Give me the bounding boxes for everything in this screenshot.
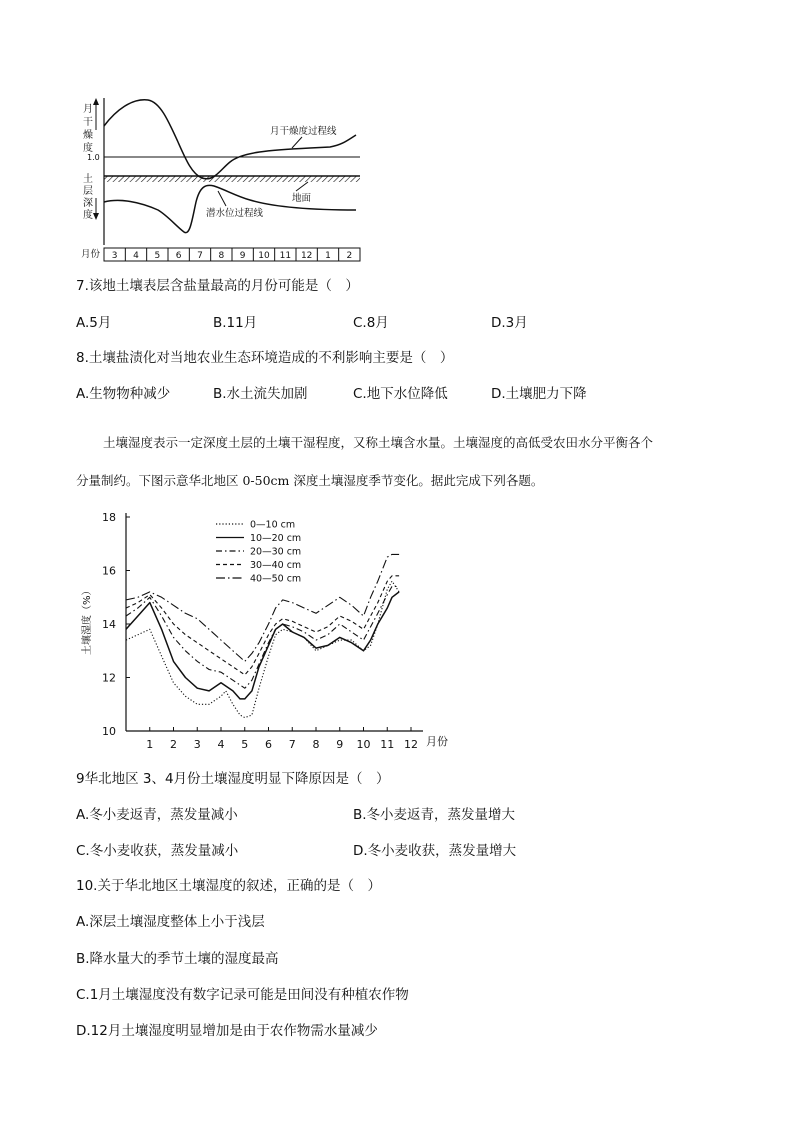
dryness-label-pointer <box>292 137 302 148</box>
month-cell-label: 8 <box>218 251 225 261</box>
q10-stem: 10.关于华北地区土壤湿度的叙述，正确的是（ ） <box>76 878 381 894</box>
y-tick-label: 18 <box>102 511 116 524</box>
x-tick-label: 4 <box>217 738 225 751</box>
depth-axis-label-2: 层 <box>83 186 93 197</box>
dryness-axis-label-3: 燥 <box>83 130 93 141</box>
dryness-curve <box>104 100 356 179</box>
month-cell-label: 6 <box>175 251 182 261</box>
ground-label-pointer <box>296 182 308 191</box>
passage-line-1: 土壤湿度表示一定深度土层的土壤干湿程度，又称土壤含水量。土壤湿度的高低受农田水分平衡各个 <box>103 435 654 450</box>
legend-label: 0—10 cm <box>250 519 296 531</box>
x-tick-label: 5 <box>241 738 249 751</box>
x-tick-label: 7 <box>288 738 296 751</box>
legend-label: 20—30 cm <box>250 546 302 558</box>
month-cell-label: 11 <box>279 251 292 261</box>
y-tick-label: 10 <box>102 725 116 738</box>
dryness-curve-label: 月干燥度过程线 <box>270 126 337 137</box>
soil-moisture-chart <box>76 505 466 755</box>
water-table-label: 潜水位过程线 <box>206 208 264 219</box>
series-line-1 <box>126 581 399 717</box>
q10-option-c[interactable]: C.1月土壤湿度没有数字记录可能是田间没有种植农作物 <box>76 987 409 1003</box>
y-tick-label: 14 <box>102 618 116 631</box>
dryness-axis-label-1: 月 <box>83 104 93 115</box>
legend-label: 30—40 cm <box>250 560 302 571</box>
depth-arrowhead <box>93 213 99 220</box>
q7-option-c[interactable]: C.8月 <box>353 315 389 331</box>
q8-option-a[interactable]: A.生物物种减少 <box>76 386 171 402</box>
month-cell-label: 1 <box>325 251 331 261</box>
series-line-3 <box>126 587 399 689</box>
ground-label: 地面 <box>292 193 312 204</box>
q8-stem: 8.土壤盐渍化对当地农业生态环境造成的不利影响主要是（ ） <box>76 350 454 366</box>
month-cell-label: 3 <box>111 251 118 261</box>
legend-label: 40—50 cm <box>250 573 302 585</box>
dryness-arrowhead <box>93 98 99 105</box>
q7-stem: 7.该地土壤表层含盐量最高的月份可能是（ ） <box>76 278 359 294</box>
q9-option-b[interactable]: B.冬小麦返青，蒸发量增大 <box>353 807 516 823</box>
x-tick-label: 6 <box>265 738 272 751</box>
chart-y-label: 土壤湿度（%） <box>82 585 93 655</box>
q10-option-d[interactable]: D.12月土壤湿度明显增加是由于农作物需水量减少 <box>76 1023 378 1039</box>
q9-option-a[interactable]: A.冬小麦返青，蒸发量减小 <box>76 807 238 823</box>
dryness-ref-value: 1.0 <box>87 153 100 162</box>
dryness-axis-label-4: 度 <box>83 143 93 154</box>
water-table-label-pointer <box>218 191 226 206</box>
month-cell-label: 7 <box>197 251 203 261</box>
x-tick-label: 9 <box>336 738 344 751</box>
passage-line-2: 分量制约。下图示意华北地区 0-50cm 深度土壤湿度季节变化。据此完成下列各题。 <box>76 473 544 488</box>
depth-axis-label-4: 度 <box>83 210 93 221</box>
x-tick-label: 1 <box>146 738 154 751</box>
legend-label: 10—20 cm <box>250 533 302 544</box>
x-tick-label: 3 <box>193 738 201 751</box>
month-cell-label: 10 <box>258 251 270 261</box>
q10-option-a[interactable]: A.深层土壤湿度整体上小于浅层 <box>76 914 265 930</box>
q8-option-d[interactable]: D.土壤肥力下降 <box>491 386 587 402</box>
y-tick-label: 16 <box>102 564 116 578</box>
ground-surface <box>104 176 360 182</box>
q7-option-a[interactable]: A.5月 <box>76 315 112 331</box>
q9-stem: 9华北地区 3、4月份土壤湿度明显下降原因是（ ） <box>76 771 390 787</box>
q7-option-d[interactable]: D.3月 <box>491 315 528 331</box>
q8-option-b[interactable]: B.水土流失加剧 <box>213 386 308 402</box>
dryness-water-table-diagram <box>80 90 370 265</box>
x-tick-label: 10 <box>356 738 371 751</box>
q8-option-c[interactable]: C.地下水位降低 <box>353 386 448 402</box>
q10-option-b[interactable]: B.降水量大的季节土壤的湿度最高 <box>76 951 279 967</box>
q7-option-b[interactable]: B.11月 <box>213 315 258 331</box>
x-tick-label: 8 <box>312 738 320 751</box>
dryness-axis-label-2: 干 <box>83 117 93 128</box>
month-cell-label: 5 <box>154 251 161 261</box>
month-cell-label: 4 <box>133 251 139 261</box>
series-line-2 <box>126 592 399 699</box>
x-tick-label: 12 <box>404 738 418 751</box>
month-cell-label: 9 <box>239 251 246 261</box>
month-row-label: 月份 <box>81 249 101 260</box>
chart-x-label: 月份 <box>426 735 448 748</box>
x-tick-label: 11 <box>380 738 395 751</box>
q9-option-c[interactable]: C.冬小麦收获，蒸发量减小 <box>76 843 239 859</box>
x-tick-label: 2 <box>170 738 177 751</box>
y-tick-label: 12 <box>102 671 116 685</box>
q9-option-d[interactable]: D.冬小麦收获，蒸发量增大 <box>353 843 517 859</box>
month-cell-label: 12 <box>300 251 313 261</box>
month-cell-label: 2 <box>346 251 353 261</box>
depth-axis-label-1: 土 <box>83 174 93 185</box>
depth-axis-label-3: 深 <box>83 198 93 209</box>
